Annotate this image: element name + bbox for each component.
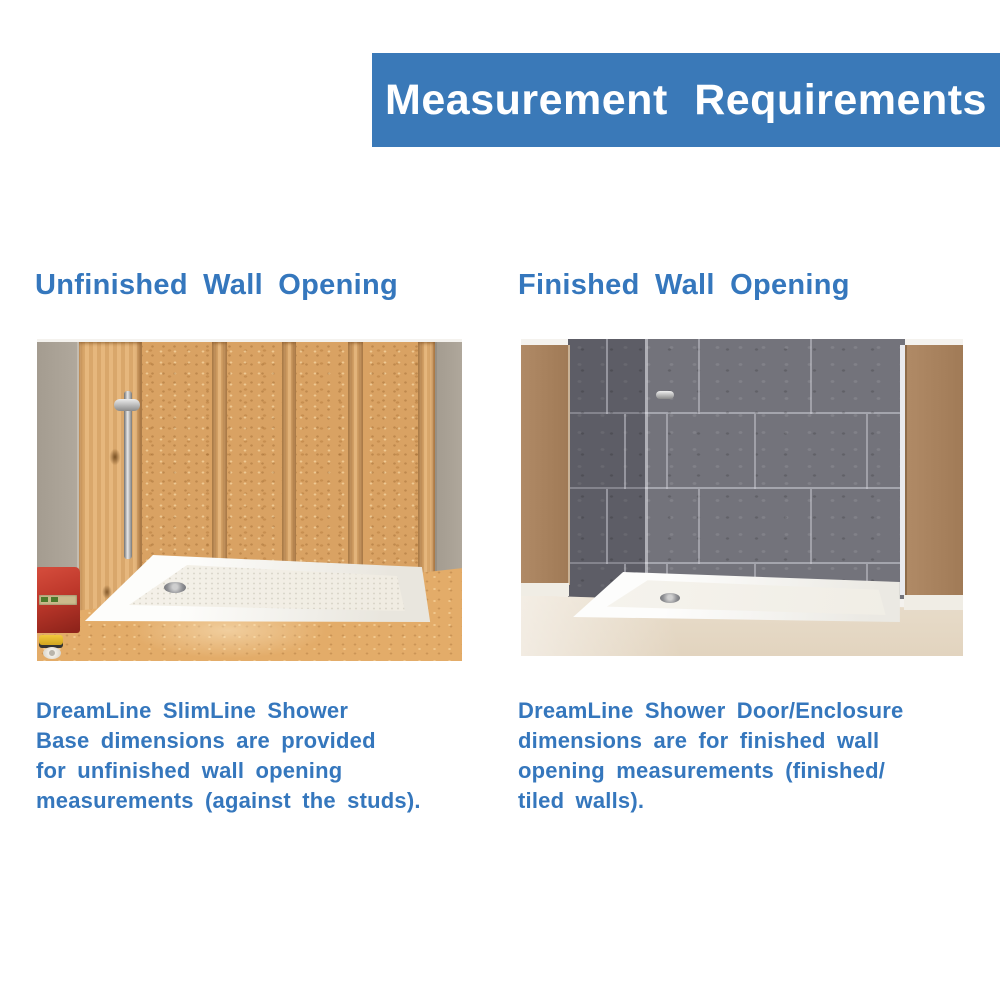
toolbox-latch xyxy=(51,597,58,602)
caption-line: DreamLine SlimLine Shower xyxy=(36,698,349,723)
finished-wall-photo xyxy=(521,339,963,656)
unfinished-wall-photo xyxy=(37,339,462,661)
baseboard xyxy=(521,583,569,596)
toolbox-latch xyxy=(41,597,48,602)
tile-grout-joint xyxy=(698,339,700,414)
tile-grout-joint xyxy=(606,339,608,414)
tile-grout-joint xyxy=(810,339,812,414)
tape-roll xyxy=(43,647,61,659)
heading-unfinished-wall-opening: Unfinished Wall Opening xyxy=(35,269,398,301)
shower-valve xyxy=(114,399,140,411)
shower-supply-pipe xyxy=(124,391,132,559)
caption-unfinished xyxy=(36,696,421,816)
tile-grout-joint xyxy=(606,489,608,564)
caption-line: opening measurements (finished/ xyxy=(518,758,886,783)
tile-grout-joint xyxy=(698,489,700,564)
tile-grout-joint xyxy=(866,414,868,489)
wall-corner-highlight xyxy=(645,339,648,599)
tile-grout-joint xyxy=(624,414,626,489)
tile-grout-joint xyxy=(754,414,756,489)
caption-line: dimensions are for finished wall xyxy=(518,728,880,753)
caption-line: DreamLine Shower Door/Enclosure xyxy=(518,698,904,723)
drain xyxy=(660,593,680,603)
caption-line: for unfinished wall opening xyxy=(36,758,343,783)
shower-arm-fitting xyxy=(656,391,674,399)
tile-grout-joint xyxy=(666,414,668,489)
tile-grout-joint xyxy=(810,489,812,564)
caption-finished xyxy=(518,696,903,816)
drain xyxy=(164,582,186,593)
title-banner xyxy=(372,53,1000,147)
caption-line: measurements (against the studs). xyxy=(36,788,421,813)
tan-side-wall-right xyxy=(905,345,963,597)
caption-line: Base dimensions are provided xyxy=(36,728,376,753)
page-title: Measurement Requirements xyxy=(385,75,987,124)
caption-line: tiled walls). xyxy=(518,788,645,813)
baseboard xyxy=(904,595,963,610)
gray-tile-wall xyxy=(568,339,905,599)
heading-finished-wall-opening: Finished Wall Opening xyxy=(518,269,850,301)
tan-side-wall-left xyxy=(521,345,570,585)
